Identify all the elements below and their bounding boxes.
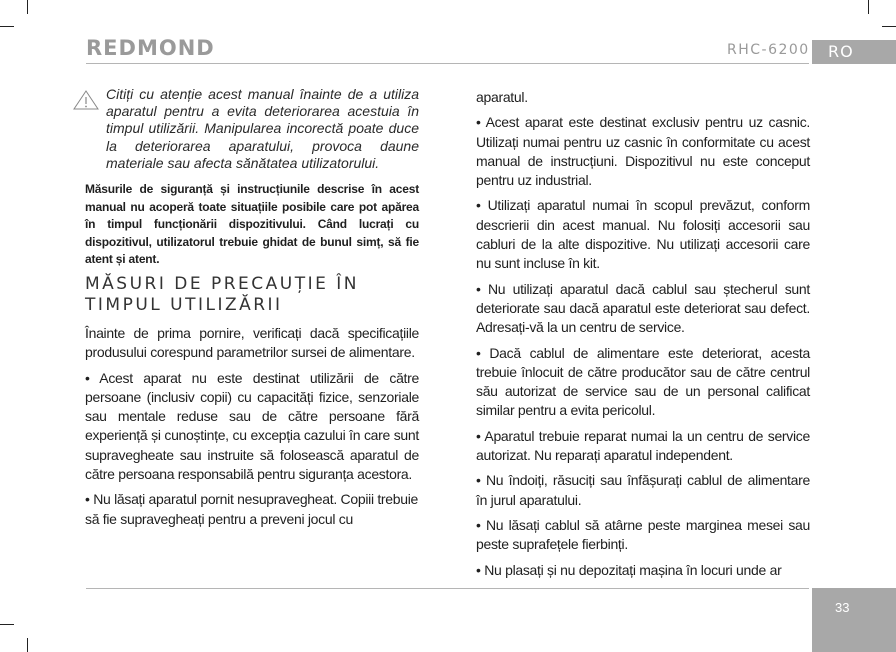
crop-mark bbox=[882, 26, 896, 27]
paragraph: • Nu lăsați cablul să atârne peste marginea mesei sau peste suprafețele fierbinți. bbox=[476, 516, 810, 553]
warning-triangle-icon bbox=[73, 90, 99, 110]
safety-note: Măsurile de siguranță și instrucțiunile descrise în acest manual nu acoperă toate situațiile posibile care pot apărea în timpul funcționării dispozitivului. Când lucrați cu dispozitivul, utilizatorul trebuie ghidat de bunul simț, să fie atent și atent. bbox=[85, 182, 419, 266]
paragraph: • Acest aparat este destinat exclusiv pentru uz casnic. Utilizați numai pentru uz casnic în conformitate cu acest manual de instrucțiuni. Dispozitivul nu este conceput pentru uz industrial. bbox=[476, 114, 810, 189]
paragraph: • Nu utilizați aparatul dacă cablul sau ștecherul sunt deteriorate sau dacă aparatul este deteriorat sau defect. Adresați-vă la un centru de service. bbox=[476, 280, 810, 336]
crop-mark bbox=[868, 0, 869, 14]
paragraph: • Acest aparat nu este destinat utilizării de către persoane (inclusiv copii) cu capacități fizice, senzoriale sau mentale reduse sau de către persoane fără experiență și cunoștințe, cu excepția cazului în care sunt supravegheate sau instruite să folosească aparatul de către persoana responsabilă pentru siguranța acestora. bbox=[85, 369, 419, 483]
left-body bbox=[85, 324, 419, 535]
paragraph: • Aparatul trebuie reparat numai la un centru de service autorizat. Nu reparați aparatul independent. bbox=[476, 427, 810, 464]
crop-mark bbox=[0, 26, 14, 27]
paragraph: • Nu lăsați aparatul pornit nesupravegheat. Copiii trebuie să fie supravegheați pentru a preveni jocul cu bbox=[85, 491, 419, 527]
language-tab: RO bbox=[812, 40, 896, 64]
model-number: RHC-6200 bbox=[727, 42, 810, 58]
crop-mark bbox=[0, 624, 14, 625]
page-number: 33 bbox=[835, 600, 850, 615]
section-title: MĂSURI DE PRECAUȚIE ÎN TIMPUL UTILIZĂRII bbox=[85, 274, 360, 315]
warning-block bbox=[85, 86, 419, 172]
page-number-box bbox=[812, 588, 896, 652]
paragraph: • Utilizați aparatul numai în scopul prevăzut, conform descrierii din acest manual. Nu folosiți accesorii sau cabluri de la alte dispozitive. Nu utilizați accesorii care nu sunt incluse în kit. bbox=[476, 197, 810, 272]
paragraph: Înainte de prima pornire, verificați dacă specificațiile produsului corespund parametrilor sursei de alimentare. bbox=[85, 325, 419, 361]
paragraph: • Nu plasați și nu depozitați mașina în locuri unde ar bbox=[476, 561, 782, 578]
paragraph: • Nu îndoiți, răsuciți sau înfășurați cablul de alimentare în jurul aparatului. bbox=[476, 472, 810, 508]
crop-mark bbox=[27, 0, 28, 14]
paragraph: • Dacă cablul de alimentare este deteriorat, acesta trebuie înlocuit de către producător sau de către centrul său autorizat de service sau de un personal calificat similar pentru a evita pericolul. bbox=[476, 344, 810, 419]
right-body bbox=[476, 88, 810, 586]
brand-logo: REDMOND bbox=[86, 36, 215, 60]
warning-text: Citiți cu atenție acest manual înainte de a utiliza aparatul pentru a evita deteriorarea acestuia în timpul utilizării. Manipularea incorectă poate duce la deteriorarea aparatului, provoca daune materiale sau afecta sănătatea utilizatorului. bbox=[106, 86, 419, 171]
footer-divider bbox=[86, 588, 809, 589]
paragraph: aparatul. bbox=[476, 89, 528, 105]
crop-mark bbox=[27, 638, 28, 652]
header-divider bbox=[86, 63, 809, 64]
